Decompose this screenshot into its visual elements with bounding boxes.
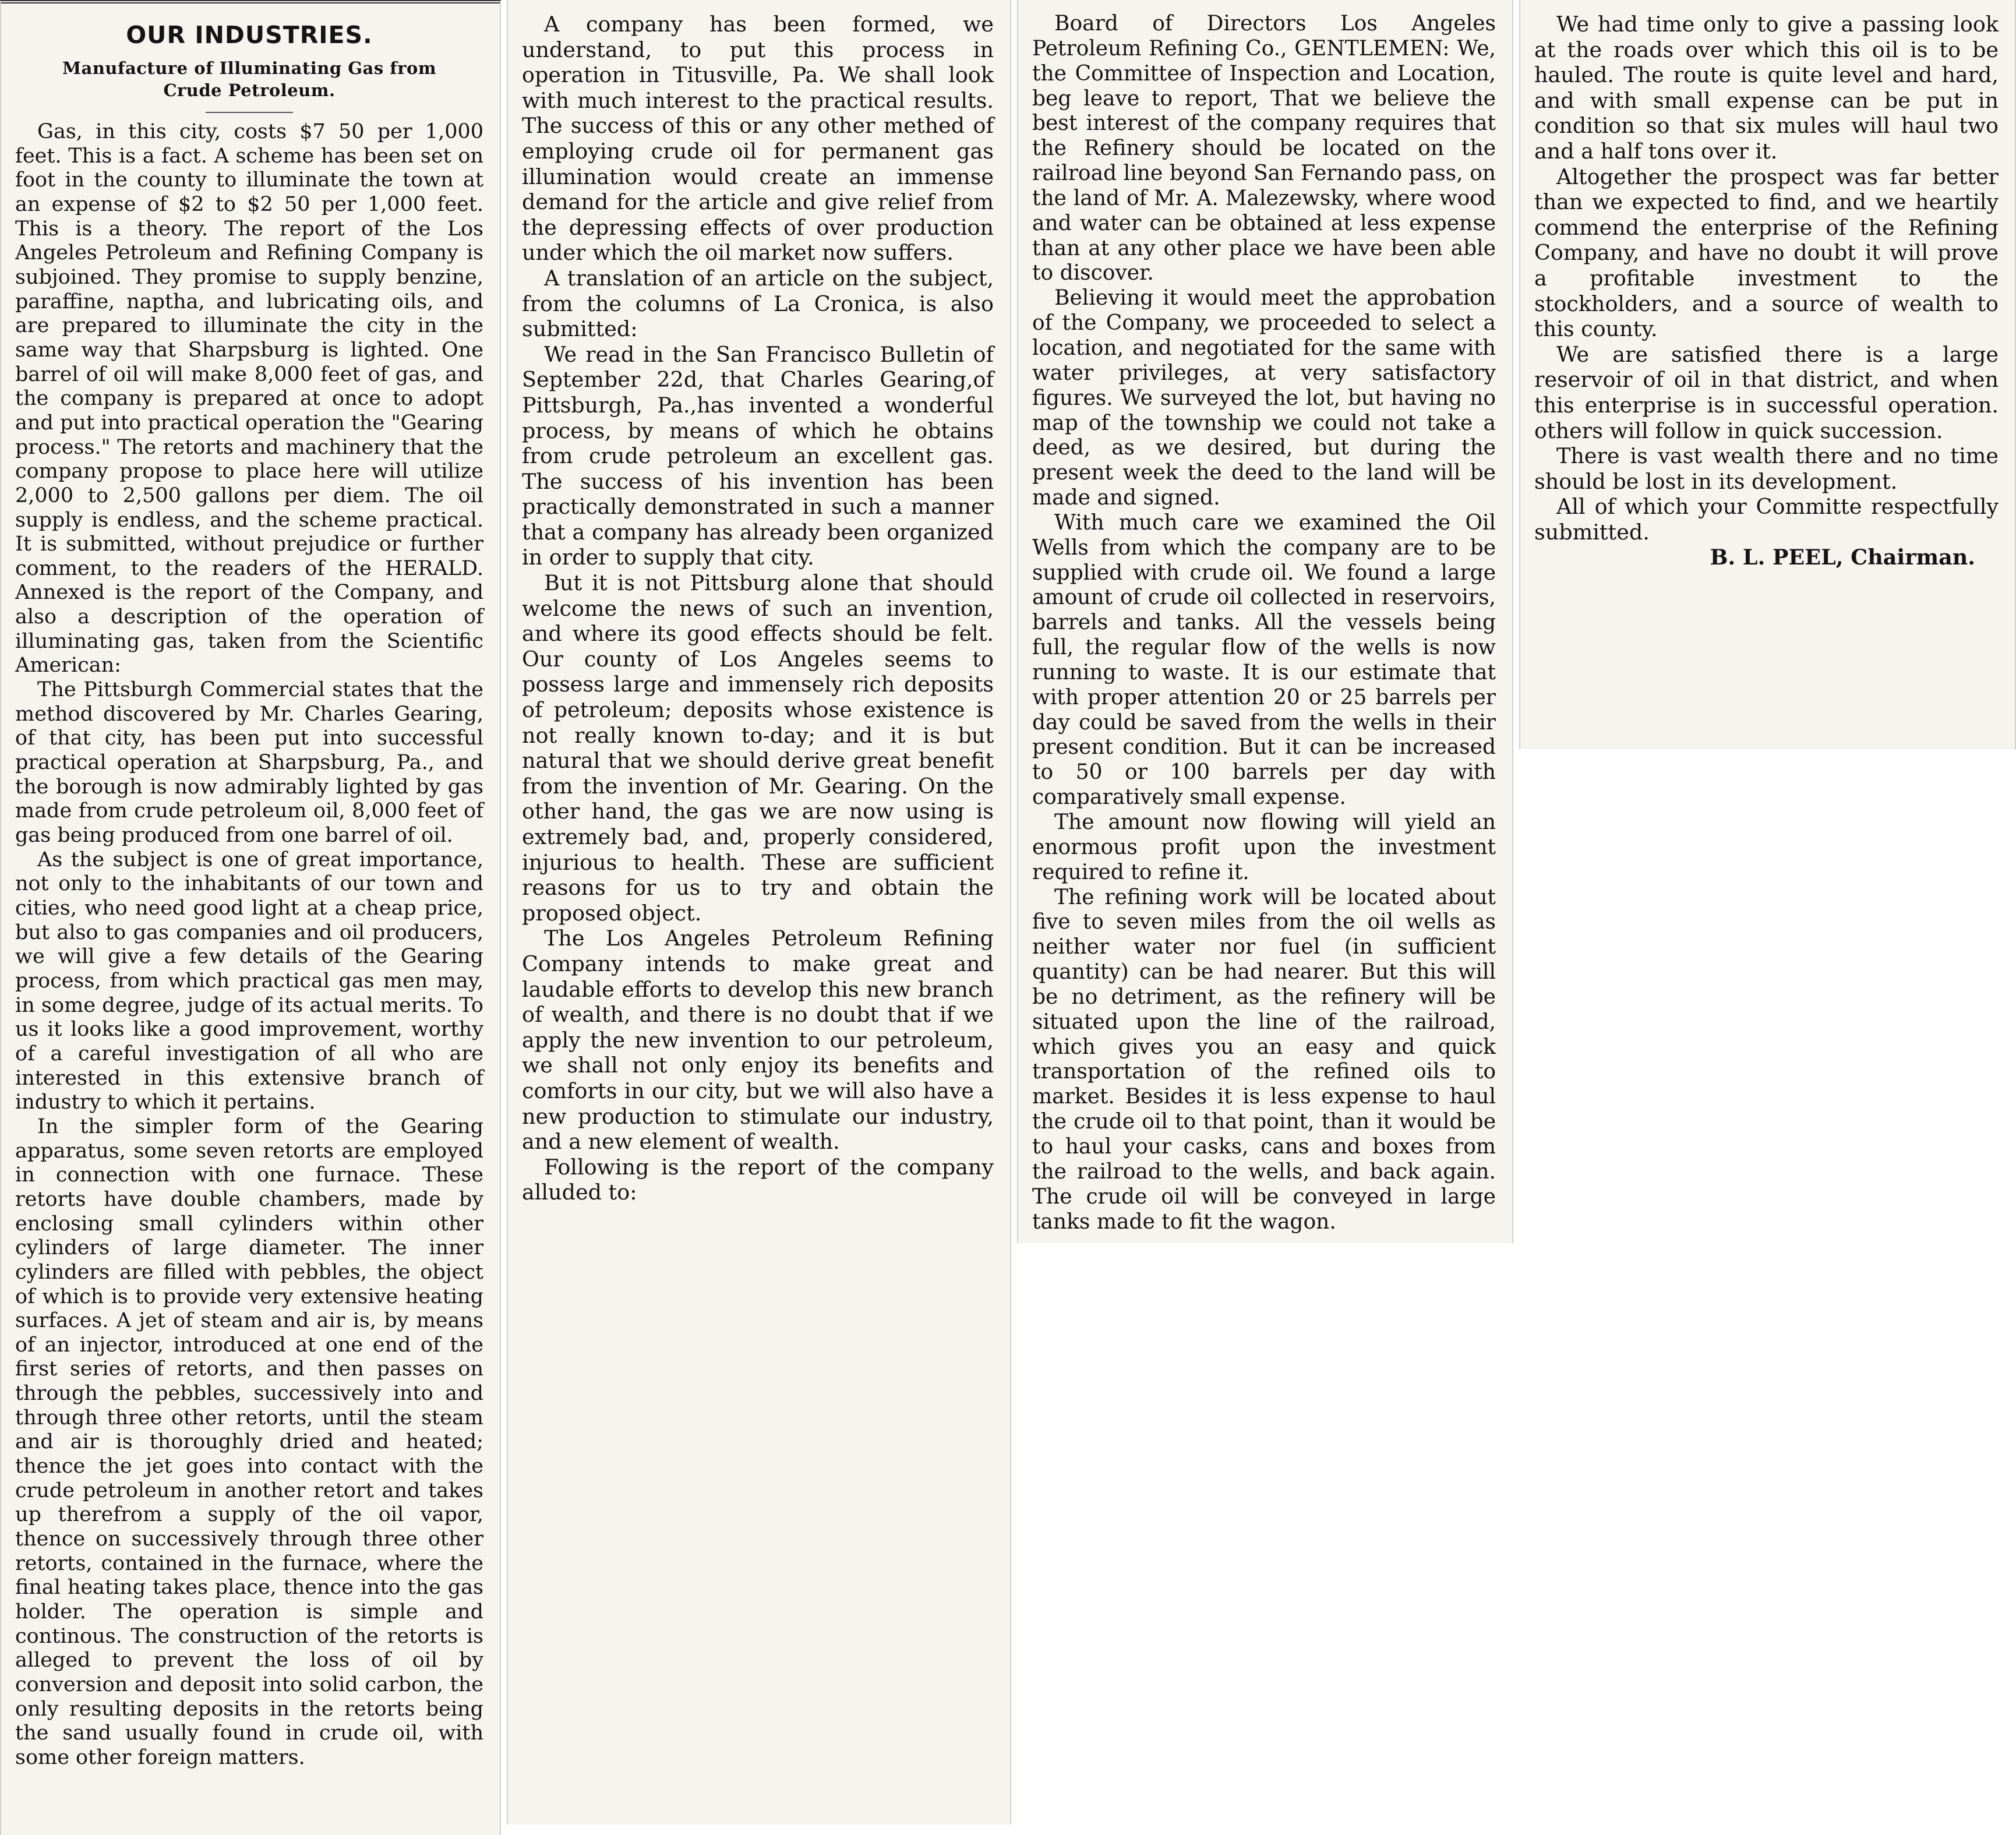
paragraph-18: We are satisfied there is a large reservoir of oil in that district, and when this enterprise is in successful operation. others will follow in quick succession. — [1534, 341, 1999, 443]
paragraph-9: The Los Angeles Petroleum Refining Company intends to make great and laudable efforts to develop this new branch of wealth, and there is no doubt that if we apply the new invention to our petroleum, we shall not only enjoy its benefits and comforts in our city, but we will also have a new production to stimulate our industry, and a new element of wealth. — [522, 926, 994, 1155]
paragraph-5: A company has been formed, we understand, to put this process in operation in Titusville, Pa. We shall look with much interest to the practical results. The success of this or any other methed of employing crude oil for permanent gas illumination would create an immense demand for the article and give relief from the depressing effects of over production under which the oil market now suffers. — [522, 12, 994, 266]
signature: B. L. PEEL, Chairman. — [1710, 545, 1975, 570]
paragraph-1: Gas, in this city, costs $7 50 per 1,000 feet. This is a fact. A scheme has been set on foot in the county to illuminate the town at an expense of $2 to $2 50 per 1,000 feet. This is a theory. The report of the Los Angeles Petroleum and Refining Company is subjoined. They promise to supply benzine, paraffine, naptha, and lubricating oils, and are prepared to illuminate the city in the same way that Sharpsburg is lighted. One barrel of oil will make 8,000 feet of gas, and the company is prepared at once to adopt and put into practical operation the "Gearing process." The retorts and machinery that the company propose to place here will utilize 2,000 to 2,500 gallons per diem. The oil supply is endless, and the scheme practical. It is submitted, without prejudice or further comment, to the readers of the HERALD. Annexed is the report of the Company, and also a description of the operation of illuminating gas, taken from the Scientific American: — [15, 120, 483, 677]
paragraph-7: We read in the San Francisco Bulletin of September 22d, that Charles Gearing,of Pittsburgh, Pa.,has invented a wonderful process, by means of which he obtains from crude petroleum an excellent gas. The success of his invention has been practically demonstrated in such a manner that a company has already been organized in order to supply that city. — [522, 341, 994, 570]
paragraph-12: Believing it would meet the approbation of the Company, we proceeded to select a location, and negotiated for the same with water privileges, at very satisfactory figures. We surveyed the lot, but having no map of the township we could not take a deed, as we desired, but during the present week the deed to the land will be made and signed. — [1032, 286, 1496, 510]
column-1 — [0, 0, 501, 1835]
paragraph-15: The refining work will be located about five to seven miles from the oil wells as neither water nor fuel (in sufficient quantity) can be had nearer. But this will be no detriment, as the refinery will be situated upon the line of the railroad, which gives you an easy and quick transportation of the refined oils to market. Besides it is less expense to haul the crude oil to that point, than it would be to haul your casks, cans and boxes from the railroad to the wells, and back again. The crude oil will be conveyed in large tanks made to fit the wagon. — [1032, 885, 1496, 1234]
column-2 — [507, 0, 1011, 1825]
paragraph-2: The Pittsburgh Commercial states that the method discovered by Mr. Charles Gearing, of that city, has been put into successful practical operation at Sharpsburg, Pa., and the borough is now admirably lighted by gas made from crude petroleum oil, 8,000 feet of gas being produced from one barrel of oil. — [15, 678, 483, 848]
paragraph-10: Following is the report of the company alluded to: — [522, 1154, 994, 1205]
paragraph-8: But it is not Pittsburg alone that should welcome the news of such an invention, and where its good effects should be felt. Our county of Los Angeles seems to possess large and immensely rich deposits of petroleum; deposits whose existence is not really known to-day; and it is but natural that we should derive great benefit from the invention of Mr. Gearing. On the other hand, the gas we are now using is extremely bad, and, properly considered, injurious to health. These are sufficient reasons for us to try and obtain the proposed object. — [522, 570, 994, 926]
paragraph-3: As the subject is one of great importance, not only to the inhabitants of our town and cities, who need good light at a cheap price, but also to gas companies and oil producers, we will give a few details of the Gearing process, from which practical gas men may, in some degree, judge of its actual merits. To us it looks like a good improvement, worthy of a careful investigation of all who are interested in this extensive branch of industry to which it pertains. — [15, 848, 483, 1114]
paragraph-20: All of which your Committe respectfully submitted. — [1534, 494, 1999, 545]
paragraph-11: Board of Directors Los Angeles Petroleum Refining Co., GENTLEMEN: We, the Committee of Inspection and Location, beg leave to report, That we believe the best interest of the company requires that the Refinery should be located on the railroad line beyond San Fernando pass, on the land of Mr. A. Malezewsky, where wood and water can be obtained at less expense than at any other place we have been able to discover. — [1032, 12, 1496, 285]
column-4 — [1519, 0, 2016, 749]
article-subhead: Manufacture of Illuminating Gas from Crude Petroleum. — [62, 58, 437, 100]
paragraph-6: A translation of an article on the subject, from the columns of La Cronica, is also submitted: — [522, 265, 994, 342]
paragraph-4-start: In the simpler form of the Gearing apparatus, some seven retorts are employed in connection with one furnace. These retorts have double chambers, made by enclosing small cylinders within other cylinders of large diameter. The inner cylinders are filled with pebbles, the object of which is to provide very extensive heating surfaces. A jet of steam and air is, by means of an injector, introduced at one end of the first series of retorts, and then passes on through the pebbles, successively into and through three other retorts, until the steam and air is thoroughly dried and heated; thence the jet goes into contact with the crude petroleum in another retort and takes up therefrom a supply of the oil vapor, thence on successively through three other retorts, contained in the furnace, where the final heating takes place, thence into the gas holder. The operation is simple and continous. The construction of the retorts is alleged to prevent the loss of oil by conversion and deposit into solid carbon, the only resulting deposits in the retorts being the sand usually found in crude oil, with some other foreign matters. — [15, 1114, 483, 1769]
paragraph-16: We had time only to give a passing look at the roads over which this oil is to be hauled. The route is quite level and hard, and with small expense can be put in condition so that six mules will haul two and a half tons over it. — [1534, 12, 1999, 164]
paragraph-14: The amount now flowing will yield an enormous profit upon the investment required to refine it. — [1032, 810, 1496, 884]
paragraph-19: There is vast wealth there and no time should be lost in its development. — [1534, 443, 1999, 494]
divider-rule — [206, 112, 293, 113]
paragraph-13: With much care we examined the Oil Wells from which the company are to be supplied with crude oil. We found a large amount of crude oil collected in reservoirs, barrels and tanks. All the vessels being full, the regular flow of the wells is now running to waste. It is our estimate that with proper attention 20 or 25 barrels per day could be saved from the wells in their present condition. But it can be increased to 50 or 100 barrels per day with comparatively small expense. — [1032, 510, 1496, 810]
column-3 — [1017, 0, 1513, 1243]
paragraph-17: Altogether the prospect was far better than we expected to find, and we heartily commend the enterprise of the Refining Company, and have no doubt it will prove a profitable investment to the stockholders, and a source of wealth to this county. — [1534, 164, 1999, 342]
article-headline: OUR INDUSTRIES. — [126, 21, 373, 49]
